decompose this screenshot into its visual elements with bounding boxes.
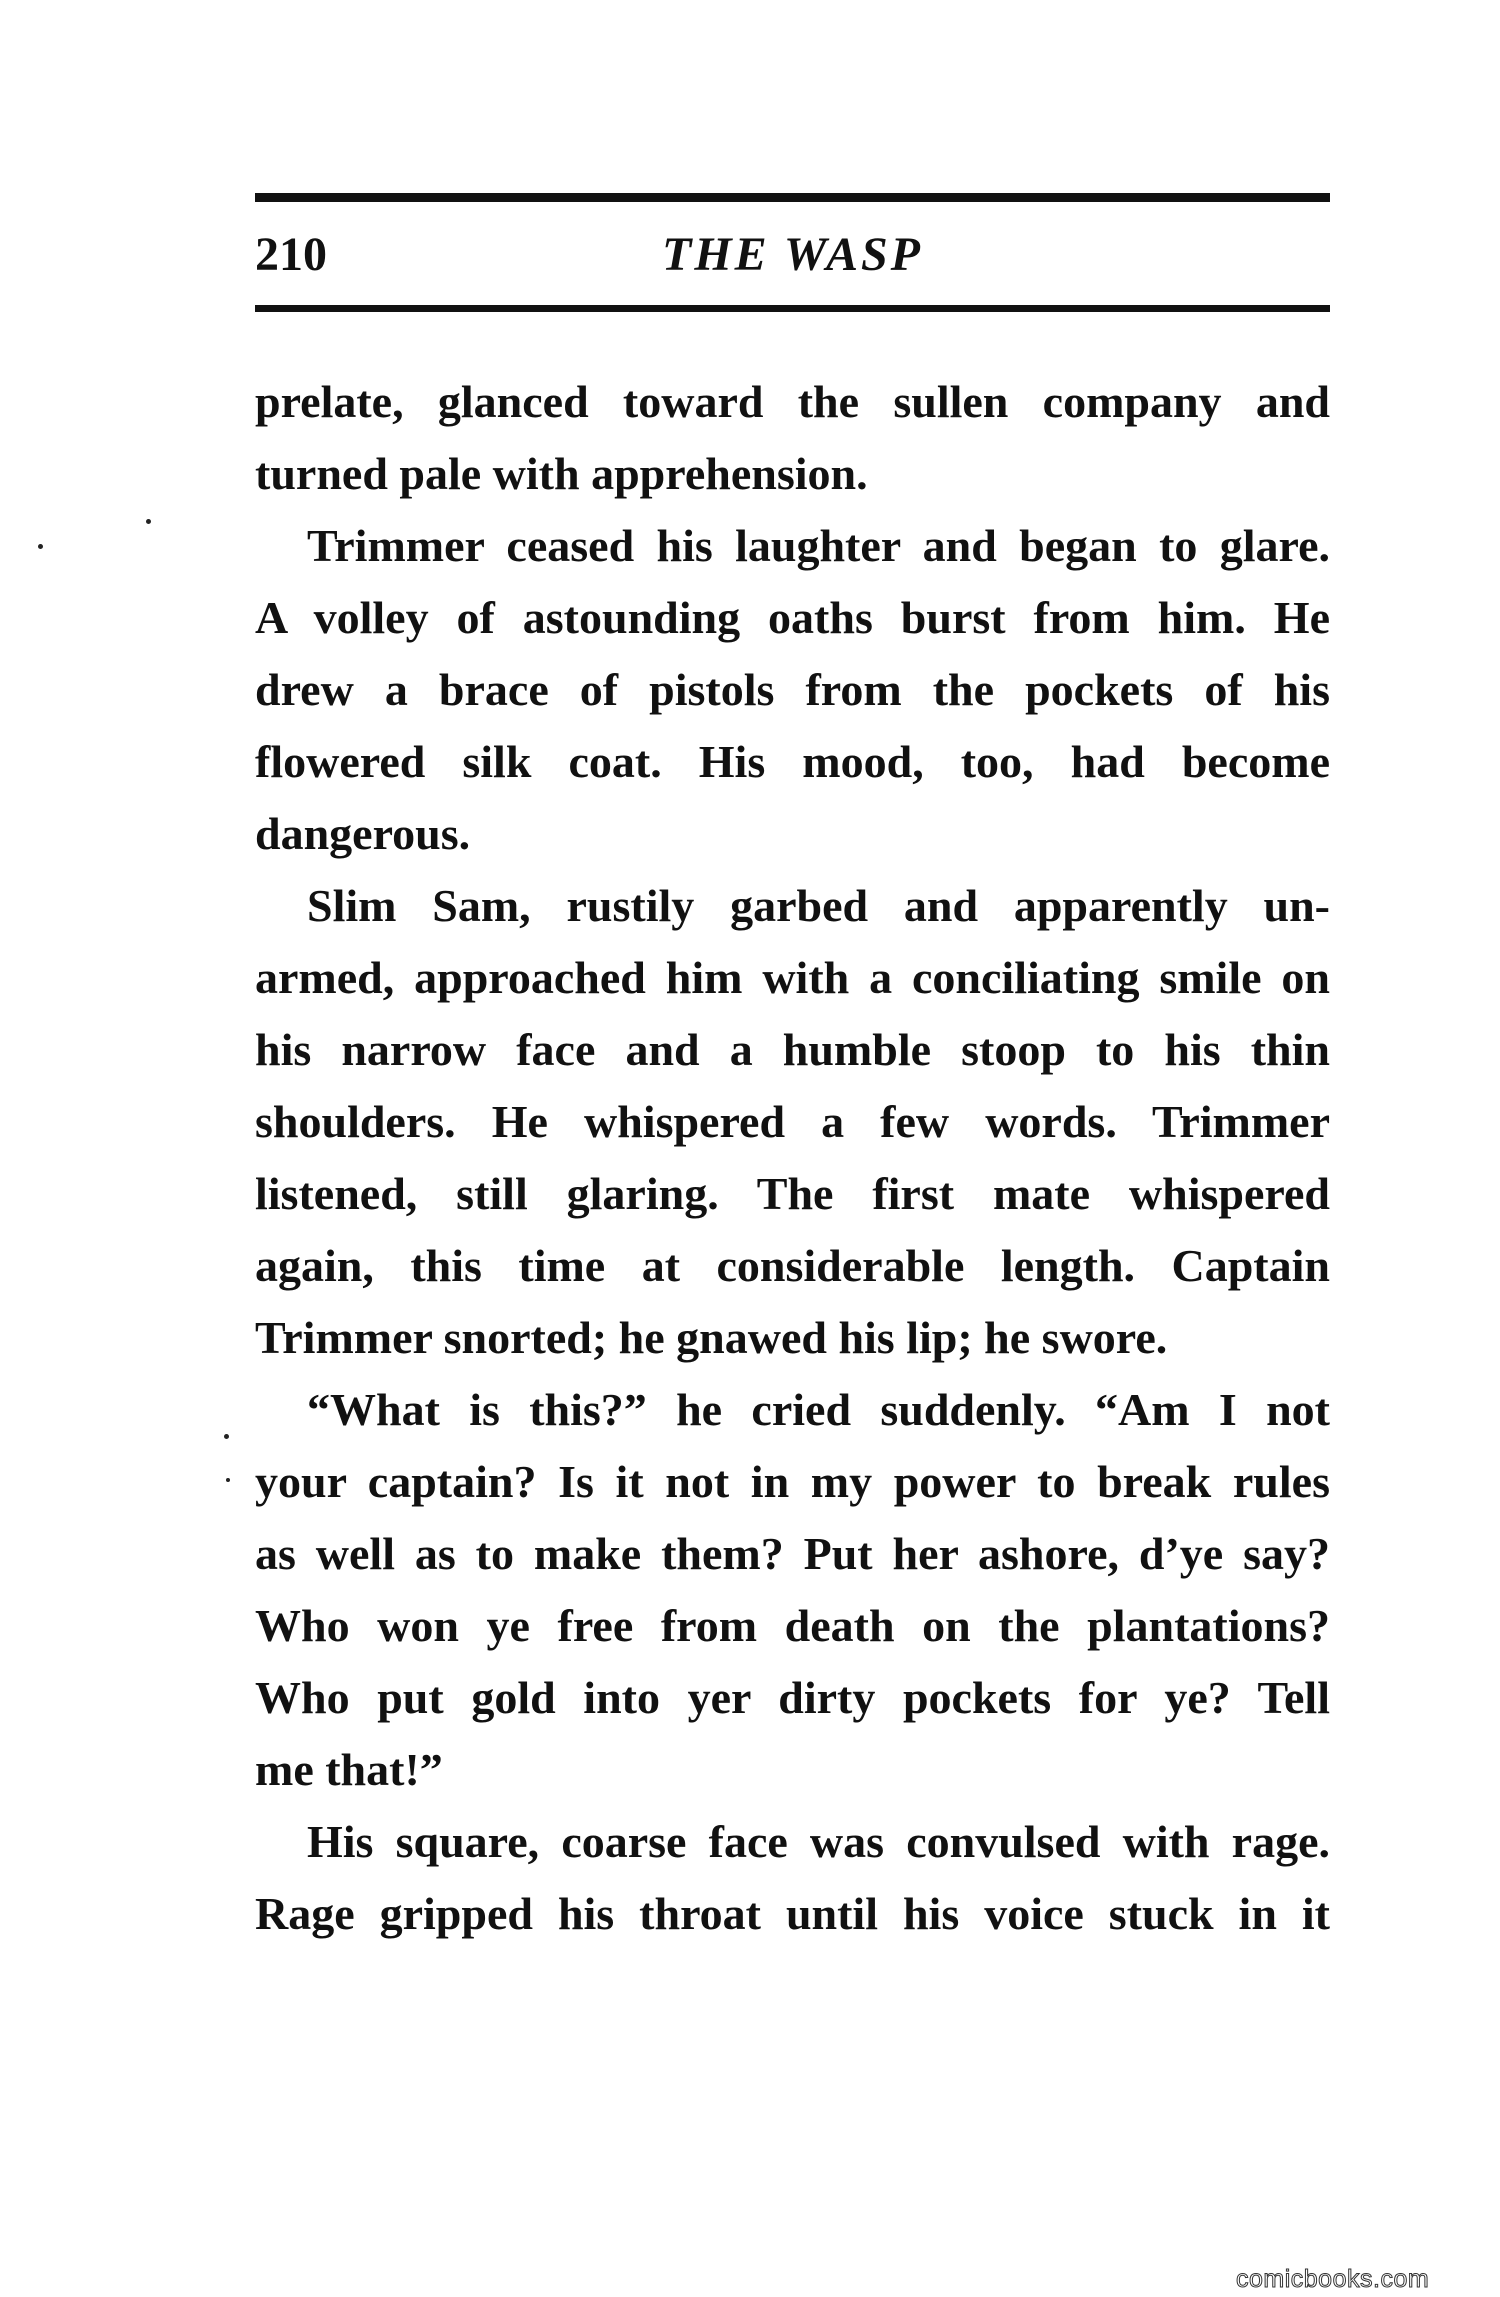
header-top-rule [255,193,1330,202]
text-line: armed, approached him with a conciliating smile on [255,952,1330,1003]
scan-speck [226,1478,230,1482]
text-line: Who won ye free from death on the plantations? [255,1600,1330,1651]
text-line: your captain? Is it not in my power to break rules [255,1456,1330,1507]
text-line: flowered silk coat. His mood, too, had become [255,736,1330,787]
text-line: Trimmer snorted; he gnawed his lip; he swore. [255,1312,1168,1363]
scan-speck [38,544,43,549]
text-line: A volley of astounding oaths burst from him. He [255,592,1330,643]
page-number: 210 [255,228,327,281]
text-line: listened, still glaring. The first mate whispered [255,1168,1330,1219]
body-text [255,366,1330,1950]
text-line: shoulders. He whispered a few words. Trimmer [255,1096,1330,1147]
text-line: Rage gripped his throat until his voice stuck in it [255,1888,1330,1939]
text-line: his narrow face and a humble stoop to his thin [255,1024,1330,1075]
text-line: His square, coarse face was convulsed with rage. [307,1816,1330,1867]
text-line: dangerous. [255,808,471,859]
header-bottom-rule [255,305,1330,312]
running-title: THE WASP [662,228,923,281]
text-line: Slim Sam, rustily garbed and apparently un- [307,880,1330,931]
text-line: again, this time at considerable length. Captain [255,1240,1330,1291]
text-line: turned pale with apprehension. [255,448,868,499]
text-line: Who put gold into yer dirty pockets for ye? Tell [255,1672,1330,1723]
text-line: me that!” [255,1744,443,1795]
scan-speck [146,519,151,524]
text-line: as well as to make them? Put her ashore, d’ye say? [255,1528,1330,1579]
running-head [255,225,1330,285]
text-line: drew a brace of pistols from the pockets of his [255,664,1330,715]
text-line: Trimmer ceased his laughter and began to glare. [307,520,1330,571]
watermark: comicbooks.com [1236,2265,1430,2293]
scan-speck [224,1434,229,1439]
text-line: “What is this?” he cried suddenly. “Am I not [307,1384,1330,1435]
text-line: prelate, glanced toward the sullen company and [255,376,1330,427]
